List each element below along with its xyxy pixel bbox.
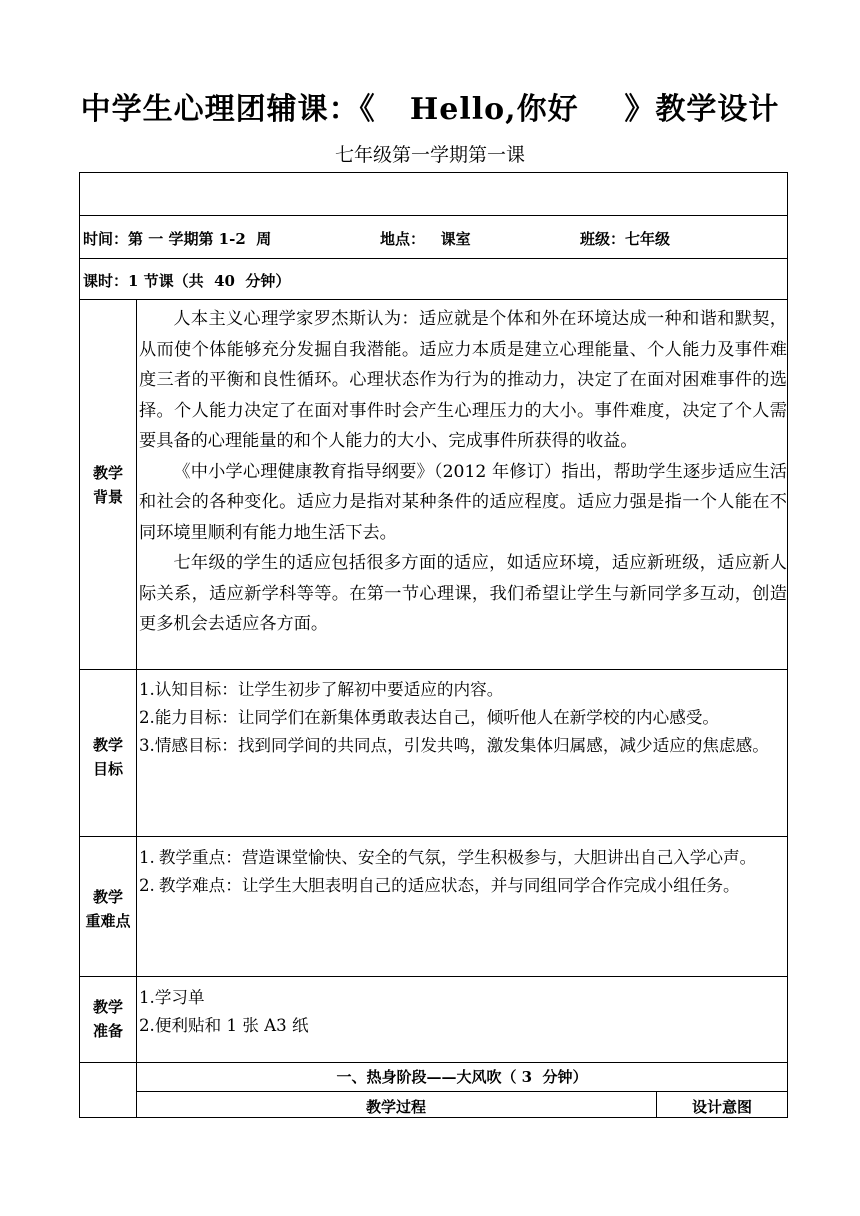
column-divider	[136, 299, 137, 1118]
column-header-process: 教学过程	[365, 1098, 426, 1116]
background-paragraph: 《中小学心理健康教育指导纲要》（2012 年修订）指出，帮助学生逐步适应生活和社会的各种变化。适应力是指对某种条件的适应程度。适应力强是指一个人能在不同环境里顺利有能力地生活下去。	[139, 461, 787, 543]
keypoint-item: 2. 教学难点： 让学生大胆表明自己的适应状态，并与同组同学合作完成小组任务。	[139, 876, 740, 895]
column-header-intent: 设计意图	[691, 1098, 752, 1116]
row-divider	[79, 215, 788, 216]
goals-label: 教学 目标	[92, 736, 123, 778]
stage-heading: 一、热身阶段——大风吹（ 3 分钟）	[336, 1068, 588, 1086]
prep-item: 1.学习单	[139, 988, 205, 1007]
prep-list	[139, 984, 787, 1040]
background-paragraph: 七年级的学生的适应包括很多方面的适应，如适应环境，适应新班级，适应新人际关系，适应新学科等等。在第一节心理课，我们希望让学生与新同学多互动，创造更多机会去适应各方面。	[139, 553, 787, 634]
row-divider	[79, 836, 788, 837]
goal-item: 3. 情感目标： 找到同学间的共同点，引发共鸣，激发集体归属感，减少适应的焦虑感。	[139, 736, 769, 755]
goal-item: 2. 能力目标： 让同学们在新集体勇敢表达自己，倾听他人在新学校的内心感受。	[139, 708, 720, 727]
goals-list	[139, 676, 787, 760]
keypoints-label: 教学 重难点	[85, 888, 131, 930]
background-label: 教学 背景	[92, 464, 123, 506]
document-title: 中学生心理团辅课：《 Hello,你好 》教学设计	[80, 92, 780, 127]
prep-item: 2.便利贴和 1 张 A3 纸	[139, 1016, 309, 1035]
row-divider	[136, 1091, 788, 1092]
place-cell: 地点： 课室	[380, 230, 471, 248]
document-subtitle: 七年级第一学期第一课	[334, 144, 525, 166]
row-divider	[79, 976, 788, 977]
row-divider	[79, 1062, 788, 1063]
hours-cell: 课时：1 节课（共 40 分钟）	[83, 272, 291, 290]
keypoint-item: 1. 教学重点： 营造课堂愉快、安全的气氛，学生积极参与，大胆讲出自己入学心声。	[139, 848, 757, 867]
keypoints-list	[139, 844, 787, 900]
background-paragraph: 人本主义心理学家罗杰斯认为：适应就是个体和外在环境达成一种和谐和默契，从而使个体能够充分发掘自我潜能。适应力本质是建立心理能量、个人能力及事件难度三者的平衡和良性循环。心理状态作为行为的推动力，决定了在面对困难事件的选择。个人能力决定了在面对事件时会产生心理压力的大小。事件难度，决定了个人需要具备的心理能量的和个人能力的大小、完成事件所获得的收益。	[139, 309, 787, 451]
row-divider	[79, 669, 788, 670]
class-cell: 班级：七年级	[580, 230, 671, 248]
goal-item: 1. 认知目标： 让学生初步了解初中要适应的内容。	[139, 680, 504, 699]
time-cell: 时间：第 一 学期第 1-2 周	[83, 230, 272, 248]
row-divider	[79, 258, 788, 259]
background-content	[139, 304, 787, 640]
row-divider	[79, 299, 788, 300]
prep-label: 教学 准备	[92, 998, 123, 1040]
